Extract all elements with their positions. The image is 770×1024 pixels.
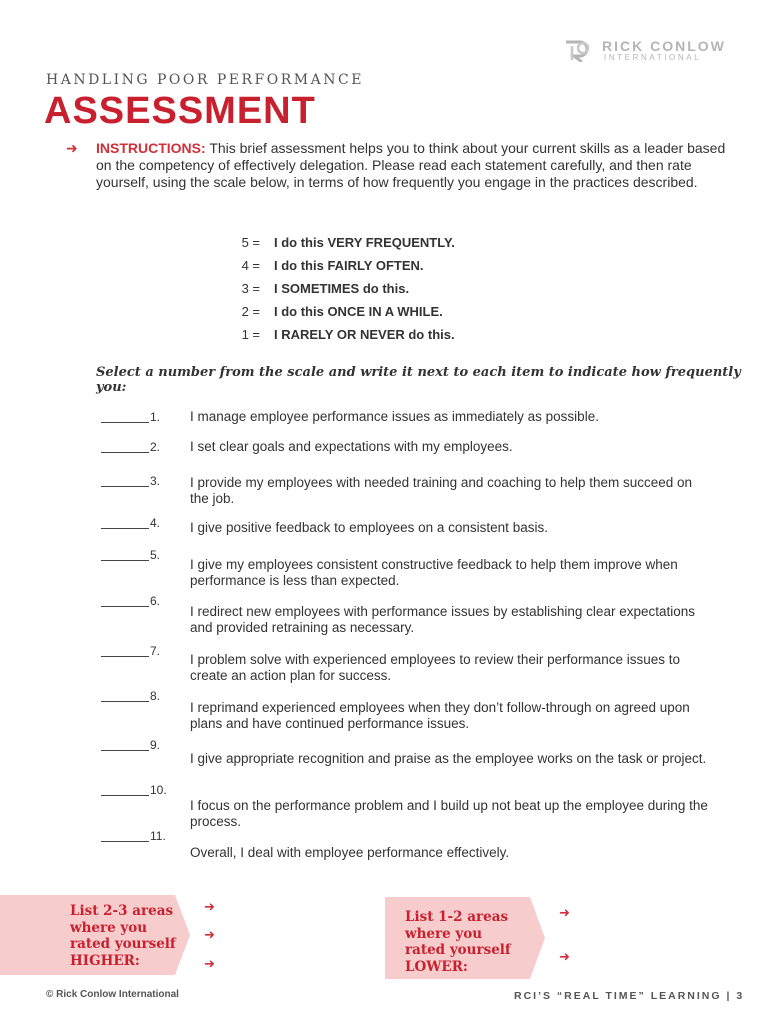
rating-blank-field[interactable] — [101, 474, 149, 487]
instructions-label: INSTRUCTIONS: — [96, 140, 206, 156]
item-number: 1. — [150, 410, 161, 424]
page-title: ASSESSMENT — [44, 90, 316, 132]
item-number: 7. — [150, 644, 161, 658]
rating-blank-field[interactable] — [101, 738, 149, 751]
item-statement: Overall, I deal with employee performance effectively. — [190, 845, 510, 860]
scale-description: I do this VERY FREQUENTLY. — [274, 235, 455, 250]
arrow-right-icon: ➜ — [204, 927, 215, 942]
item-statement: I reprimand experienced employees when they don’t follow-through on agreed upon plans and have continued performance issues. — [190, 700, 690, 731]
item-number: 2. — [150, 440, 161, 454]
item-number: 8. — [150, 689, 161, 703]
item-statement: I give positive feedback to employees on a consistent basis. — [190, 520, 548, 535]
item-number: 11. — [150, 829, 166, 843]
rating-blank-field[interactable] — [101, 783, 149, 796]
scale-description: I do this FAIRLY OFTEN. — [274, 258, 424, 273]
footer-copyright: © Rick Conlow International — [46, 989, 179, 1000]
scale-value: 5 = — [241, 235, 260, 250]
item-statement: I set clear goals and expectations with my employees. — [190, 439, 513, 454]
rating-blank-field[interactable] — [101, 829, 149, 842]
instructions-paragraph — [96, 140, 726, 191]
select-instruction: Select a number from the scale and write it next to each item to indicate how frequently you: — [96, 365, 741, 395]
footer-tagline-text: RCI’S “REAL TIME” LEARNING — [514, 990, 722, 1002]
page-supertitle: HANDLING POOR PERFORMANCE — [46, 72, 364, 88]
item-number: 3. — [150, 474, 161, 488]
item-number: 5. — [150, 548, 161, 562]
rating-blank-field[interactable] — [101, 689, 149, 702]
rating-blank-field[interactable] — [101, 644, 149, 657]
rating-blank-field[interactable] — [101, 410, 149, 423]
instructions-text: This brief assessment helps you to think about your current skills as a leader based on the competency of effectively delegation. Please read each statement carefully, and then rate yourself, using the scale below, in terms of how frequently you engage in the practices described. — [96, 140, 726, 190]
lower-areas-label: List 1-2 areas where you rated yourself LOWER: — [405, 909, 511, 975]
rating-blank-field[interactable] — [101, 440, 149, 453]
brand-subtitle: INTERNATIONAL — [604, 53, 702, 62]
brand-logo — [562, 38, 732, 64]
item-statement: I focus on the performance problem and I build up not beat up the employee during the process. — [190, 798, 708, 829]
arrow-right-icon: ➜ — [559, 949, 570, 964]
scale-value: 4 = — [241, 258, 260, 273]
item-statement: I give appropriate recognition and praise as the employee works on the task or project. — [190, 751, 707, 766]
brand-name: RICK CONLOW — [602, 38, 726, 54]
scale-description: I do this ONCE IN A WHILE. — [274, 304, 443, 319]
scale-description: I RARELY OR NEVER do this. — [274, 327, 455, 342]
scale-value: 2 = — [241, 304, 260, 319]
scale-value: 3 = — [241, 281, 260, 296]
item-statement: I provide my employees with needed training and coaching to help them succeed on the job. — [190, 475, 693, 506]
item-number: 4. — [150, 516, 161, 530]
rc-logo-mark-icon — [562, 38, 598, 62]
arrow-right-icon: ➜ — [66, 140, 78, 156]
item-statement: I give my employees consistent constructive feedback to help them improve when performance is less than expected. — [190, 557, 678, 588]
item-statement: I manage employee performance issues as immediately as possible. — [190, 409, 599, 424]
arrow-right-icon: ➜ — [204, 899, 215, 914]
scale-value: 1 = — [241, 327, 260, 342]
arrow-right-icon: ➜ — [204, 956, 215, 971]
rating-blank-field[interactable] — [101, 548, 149, 561]
item-number: 10. — [150, 783, 167, 797]
higher-areas-label: List 2-3 areas where you rated yourself HIGHER: — [70, 903, 176, 969]
arrow-right-icon: ➜ — [559, 905, 570, 920]
item-number: 6. — [150, 594, 161, 608]
item-statement: I problem solve with experienced employees to review their performance issues to create an action plan for success. — [190, 652, 680, 683]
item-statement: I redirect new employees with performance issues by establishing clear expectations and provided retraining as necessary. — [190, 604, 695, 635]
page-number: | 3 — [726, 990, 745, 1002]
rating-blank-field[interactable] — [101, 516, 149, 529]
rating-blank-field[interactable] — [101, 594, 149, 607]
footer-tagline — [514, 990, 744, 1002]
item-number: 9. — [150, 738, 161, 752]
scale-description: I SOMETIMES do this. — [274, 281, 410, 296]
